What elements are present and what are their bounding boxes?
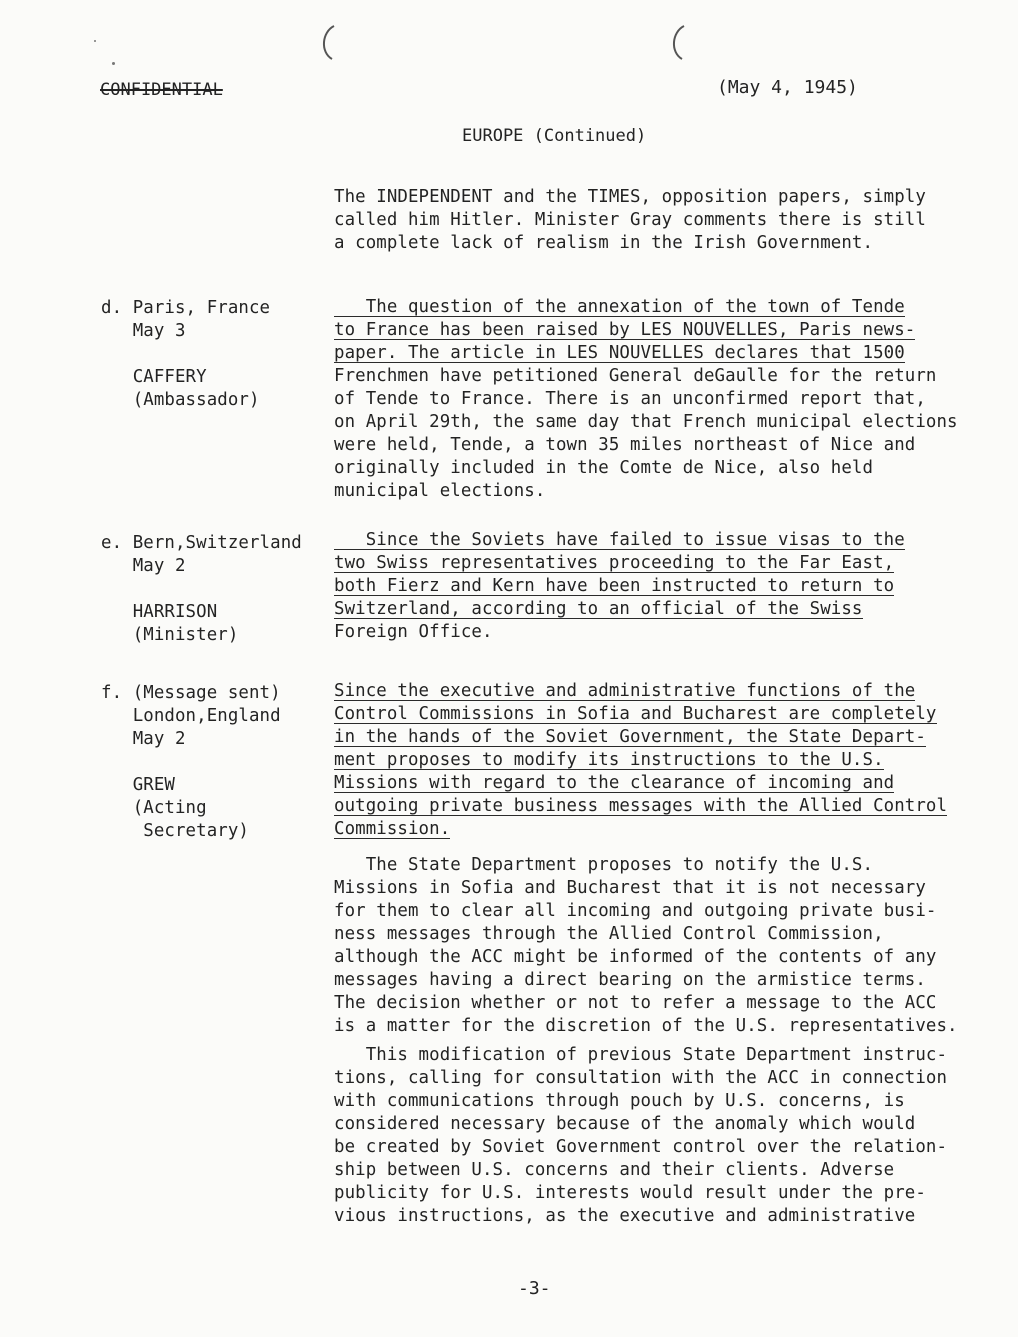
sender-line: May 3 [101,321,186,341]
underlined-line: paper. The article in LES NOUVELLES declares that 1500 [334,343,905,363]
underlined-line: Since the executive and administrative functions of the [334,681,916,701]
paper-speck [112,62,115,65]
sender-line: May 2 [101,556,186,576]
sender-line: GREW [101,775,175,795]
sender-line: d. Paris, France [101,298,271,318]
sender-line: Secretary) [101,821,249,841]
underlined-line: Control Commissions in Sofia and Bucharest are completely [334,704,937,724]
document-date: (May 4, 1945) [717,77,858,98]
sender-line: London,England [101,706,281,726]
section-heading: EUROPE (Continued) [462,126,647,146]
text-line: with communications through pouch by U.S. concerns, is [334,1091,905,1111]
text-line: called him Hitler. Minister Gray comments there is still [334,210,926,230]
text-line: messages having a direct bearing on the armistice terms. [334,970,926,990]
text-line: municipal elections. [334,481,546,501]
sender-line: CAFFERY [101,367,207,387]
sender-line: (Minister) [101,625,239,645]
sender-line [101,578,331,601]
page-number: -3- [518,1278,551,1299]
text-line: is a matter for the discretion of the U.S. representatives. [334,1016,958,1036]
text-line: originally included in the Comte de Nice, also held [334,458,874,478]
sender-line [101,751,331,774]
entry-f-body-1 [334,680,984,841]
sender-line: (Acting [101,798,207,818]
sender-line: e. Bern,Switzerland [101,533,302,553]
text-line: ship between U.S. concerns and their clients. Adverse [334,1160,895,1180]
text-line: Frenchmen have petitioned General deGaulle for the return [334,366,937,386]
text-line: tions, calling for consultation with the ACC in connection [334,1068,948,1088]
continuation-paragraph [334,186,984,255]
entry-d-sender [101,297,331,412]
underlined-line: ment proposes to modify its instructions to the U.S. [334,750,884,770]
underlined-line: The question of the annexation of the town of Tende [334,297,905,317]
entry-f-body-3 [334,1044,984,1228]
text-line: publicity for U.S. interests would result under the pre- [334,1183,926,1203]
classification-stamp: CONFIDENTIAL [100,80,223,100]
underlined-line: both Fierz and Kern have been instructed to return to [334,576,895,596]
underlined-line: outgoing private business messages with the Allied Control [334,796,948,816]
text-line: were held, Tende, a town 35 miles northeast of Nice and [334,435,916,455]
text-line: of Tende to France. There is an unconfirmed report that, [334,389,926,409]
text-line: The INDEPENDENT and the TIMES, opposition papers, simply [334,187,926,207]
text-line: vious instructions, as the executive and administrative [334,1206,916,1226]
text-line: This modification of previous State Department instruc- [334,1045,948,1065]
text-line: The decision whether or not to refer a message to the ACC [334,993,937,1013]
text-line: although the ACC might be informed of the contents of any [334,947,937,967]
sender-line: f. (Message sent) [101,683,281,703]
entry-d-body [334,296,984,503]
text-line: The State Department proposes to notify the U.S. [334,855,874,875]
text-line: Foreign Office. [334,622,493,642]
underlined-line: to France has been raised by LES NOUVELLES, Paris news- [334,320,916,340]
entry-f-body-2 [334,854,984,1038]
punch-hole-right [668,22,690,62]
underlined-line: Since the Soviets have failed to issue visas to the [334,530,905,550]
text-line: on April 29th, the same day that French municipal elections [334,412,958,432]
paper-speck [94,40,96,42]
entry-f-sender [101,682,331,843]
sender-line: HARRISON [101,602,218,622]
punch-hole-left [318,22,340,62]
text-line: considered necessary because of the anomaly which would [334,1114,916,1134]
sender-line: May 2 [101,729,186,749]
text-line: Missions in Sofia and Bucharest that it is not necessary [334,878,926,898]
underlined-line: two Swiss representatives proceeding to the Far East, [334,553,895,573]
underlined-line: Commission. [334,819,451,839]
text-line: a complete lack of realism in the Irish Government. [334,233,874,253]
entry-e-body [334,529,984,644]
sender-line [101,343,331,366]
entry-e-sender [101,532,331,647]
underlined-line: Switzerland, according to an official of the Swiss [334,599,863,619]
text-line: ness messages through the Allied Control Commission, [334,924,884,944]
underlined-line: Missions with regard to the clearance of incoming and [334,773,895,793]
underlined-line: in the hands of the Soviet Government, the State Depart- [334,727,926,747]
text-line: for them to clear all incoming and outgoing private busi- [334,901,937,921]
text-line: be created by Soviet Government control over the relation- [334,1137,948,1157]
sender-line: (Ambassador) [101,390,260,410]
